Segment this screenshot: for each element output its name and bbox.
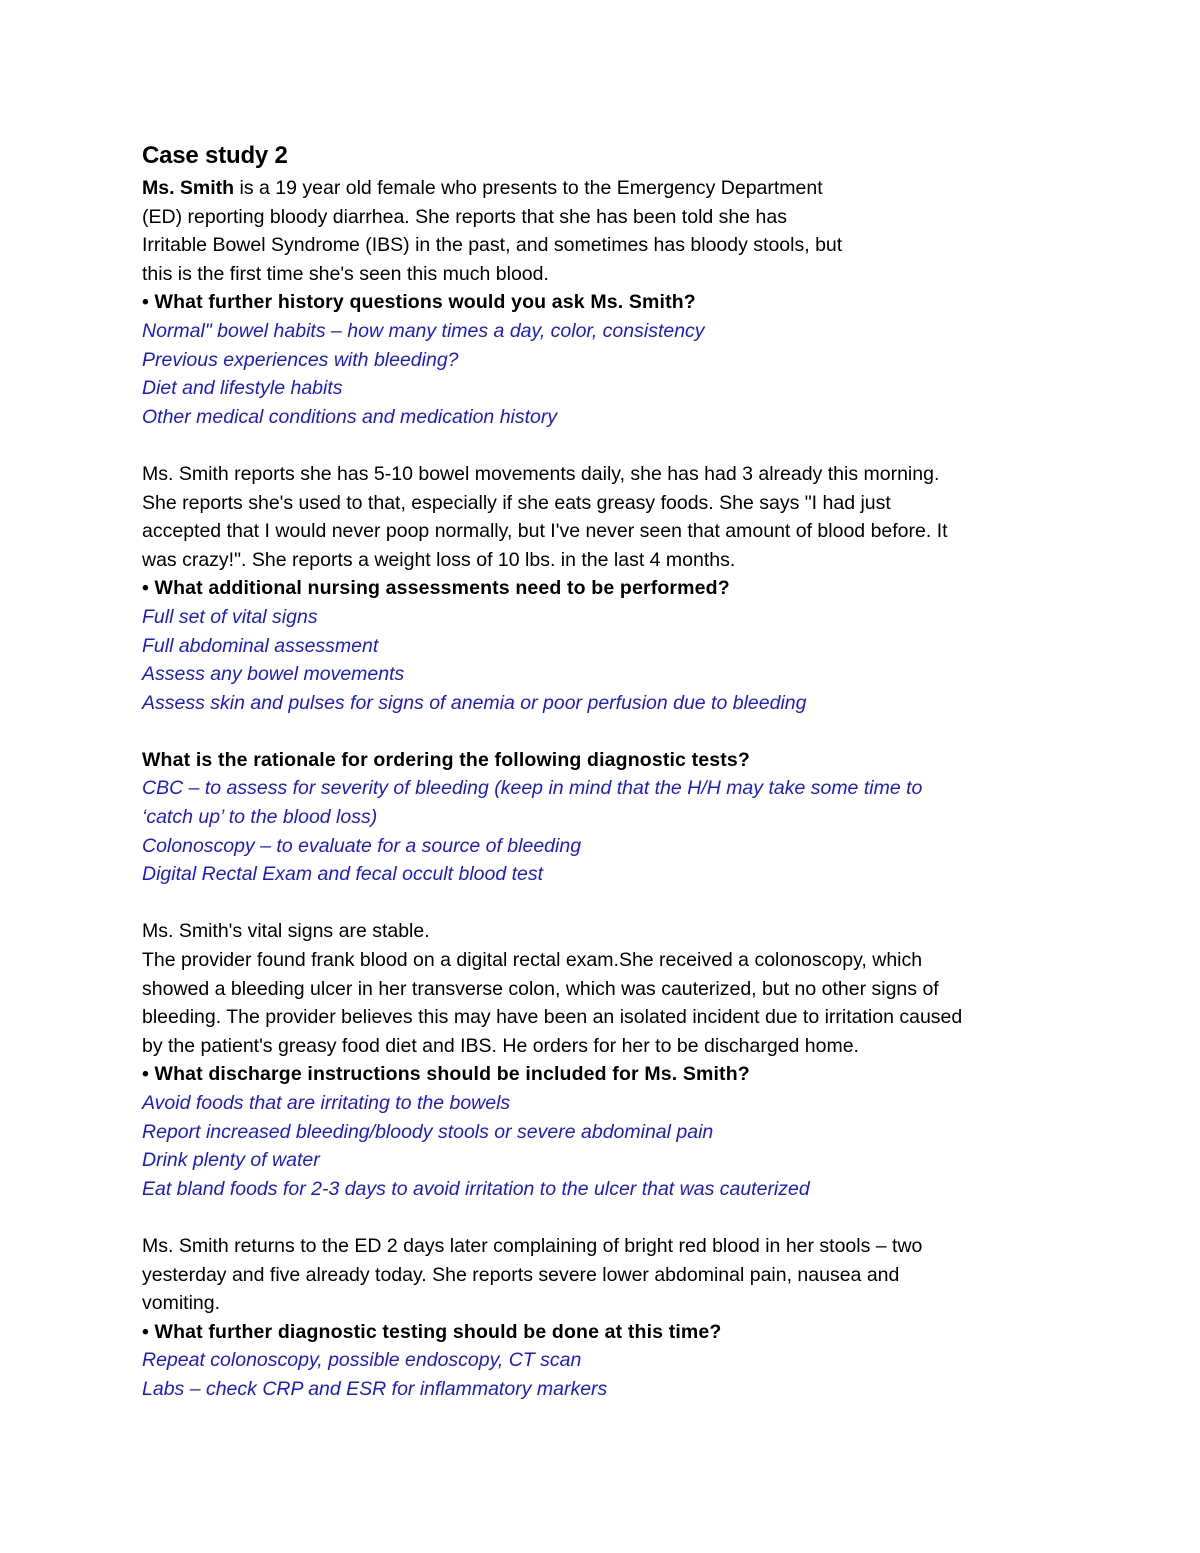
- narrative-paragraph: [142, 917, 1082, 1060]
- question-section-assessments: [142, 574, 1082, 717]
- intro-line: this is the first time she's seen this much blood.: [142, 262, 549, 285]
- narrative-paragraph: [142, 460, 1082, 574]
- answer-line: Other medical conditions and medication history: [142, 405, 558, 428]
- spacer: [142, 889, 1082, 918]
- answer-line: Colonoscopy – to evaluate for a source of bleeding: [142, 834, 582, 857]
- narrative-line: by the patient's greasy food diet and IBS. He orders for her to be discharged home.: [142, 1034, 859, 1057]
- patient-name: Ms. Smith: [142, 177, 235, 199]
- answer-line: Assess any bowel movements: [142, 663, 405, 686]
- narrative-paragraph: [142, 1232, 1082, 1318]
- narrative-line: yesterday and five already today. She reports severe lower abdominal pain, nausea and: [142, 1263, 900, 1286]
- answer-line: Report increased bleeding/bloody stools or severe abdominal pain: [142, 1120, 714, 1143]
- narrative-line: Ms. Smith reports she has 5-10 bowel movements daily, she has had 3 already this morning.: [142, 462, 940, 485]
- answer-line: CBC – to assess for severity of bleeding (keep in mind that the H/H may take some time to: [142, 777, 923, 800]
- question-section-diagnostics: [142, 746, 1082, 889]
- narrative-line: was crazy!". She reports a weight loss of 10 lbs. in the last 4 months.: [142, 548, 736, 571]
- question-heading: What is the rationale for ordering the following diagnostic tests?: [142, 748, 750, 771]
- answer-line: Diet and lifestyle habits: [142, 377, 343, 400]
- answer-line: Digital Rectal Exam and fecal occult blood test: [142, 863, 544, 886]
- answer-line: Full abdominal assessment: [142, 634, 379, 657]
- narrative-line: The provider found frank blood on a digital rectal exam.She received a colonoscopy, which: [142, 949, 923, 972]
- question-section-discharge: [142, 1060, 1082, 1203]
- answer-line: Drink plenty of water: [142, 1149, 320, 1172]
- document-title: Case study 2: [142, 142, 288, 169]
- intro-paragraph: [142, 174, 1082, 288]
- narrative-line: Ms. Smith returns to the ED 2 days later complaining of bright red blood in her stools – two: [142, 1234, 923, 1257]
- document-page: [142, 140, 1082, 1404]
- answer-line: Eat bland foods for 2-3 days to avoid irritation to the ulcer that was cauterized: [142, 1177, 810, 1200]
- answer-line: ‘catch up’ to the blood loss): [142, 806, 378, 829]
- narrative-line: accepted that I would never poop normally, but I've never seen that amount of blood before. It: [142, 520, 948, 543]
- spacer: [142, 431, 1082, 460]
- answer-line: Labs – check CRP and ESR for inflammatory markers: [142, 1377, 608, 1400]
- narrative-line: vomiting.: [142, 1292, 221, 1315]
- answer-line: Full set of vital signs: [142, 605, 318, 628]
- question-heading: • What additional nursing assessments need to be performed?: [142, 577, 730, 600]
- intro-line: Ms. Smith is a 19 year old female who presents to the Emergency Department: [142, 177, 823, 199]
- spacer: [142, 1203, 1082, 1232]
- question-heading: • What discharge instructions should be included for Ms. Smith?: [142, 1063, 750, 1086]
- question-section-further-testing: [142, 1318, 1082, 1404]
- narrative-line: bleeding. The provider believes this may have been an isolated incident due to irritation caused: [142, 1006, 963, 1029]
- narrative-line: showed a bleeding ulcer in her transverse colon, which was cauterized, but no other signs of: [142, 977, 939, 1000]
- question-heading: • What further diagnostic testing should be done at this time?: [142, 1320, 722, 1343]
- narrative-line: Ms. Smith's vital signs are stable.: [142, 920, 430, 943]
- spacer: [142, 717, 1082, 746]
- answer-line: Normal" bowel habits – how many times a day, color, consistency: [142, 319, 705, 342]
- answer-line: Repeat colonoscopy, possible endoscopy, CT scan: [142, 1349, 582, 1372]
- question-section-history: [142, 288, 1082, 431]
- question-heading: • What further history questions would you ask Ms. Smith?: [142, 291, 696, 314]
- answer-line: Previous experiences with bleeding?: [142, 348, 459, 371]
- intro-line: (ED) reporting bloody diarrhea. She reports that she has been told she has: [142, 205, 787, 228]
- intro-line: Irritable Bowel Syndrome (IBS) in the past, and sometimes has bloody stools, but: [142, 234, 843, 257]
- answer-line: Assess skin and pulses for signs of anemia or poor perfusion due to bleeding: [142, 691, 807, 714]
- answer-line: Avoid foods that are irritating to the bowels: [142, 1092, 511, 1114]
- narrative-line: She reports she's used to that, especially if she eats greasy foods. She says "I had just: [142, 491, 891, 514]
